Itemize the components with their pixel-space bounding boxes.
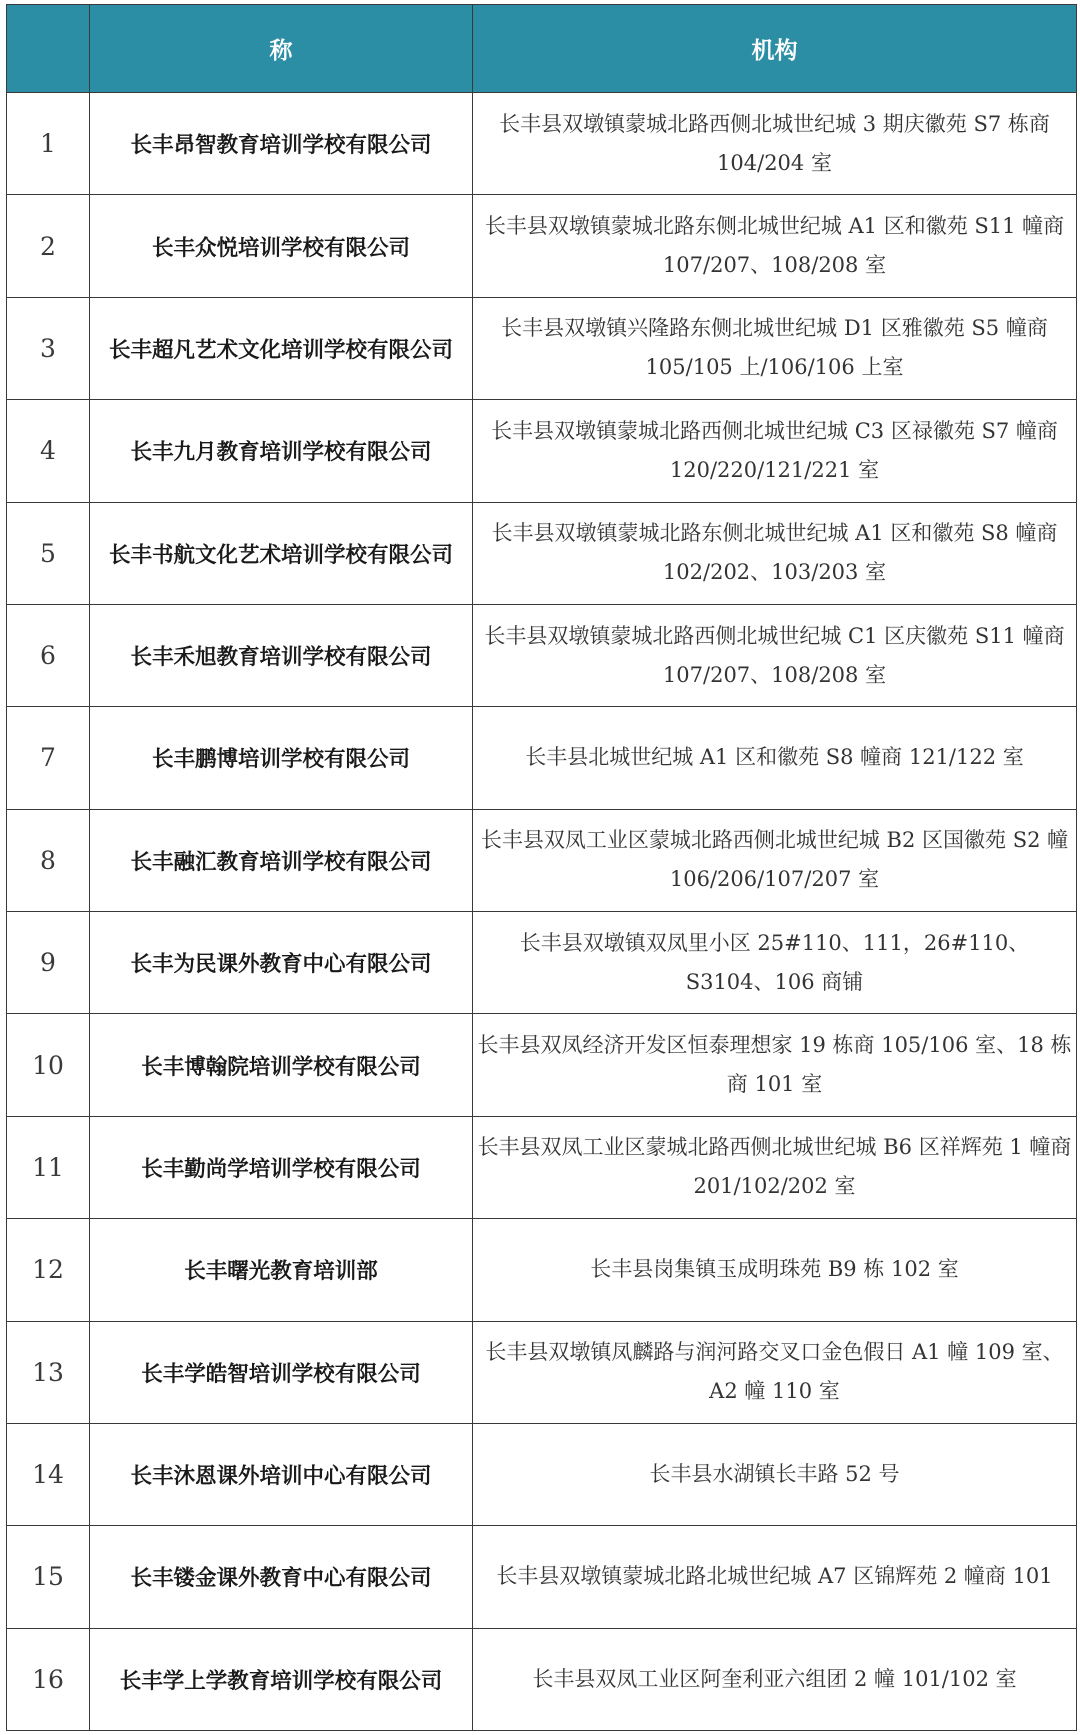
school-address: 长丰县双墩镇蒙城北路北城世纪城 A7 区锦辉苑 2 幢商 101 bbox=[473, 1526, 1077, 1628]
school-name: 长丰书航文化艺术培训学校有限公司 bbox=[90, 502, 473, 604]
school-name: 长丰学皓智培训学校有限公司 bbox=[90, 1321, 473, 1423]
row-index: 9 bbox=[7, 912, 90, 1014]
school-address: 长丰县双墩镇兴隆路东侧北城世纪城 D1 区雅徽苑 S5 幢商 105/105 上/106/106 上室 bbox=[473, 297, 1077, 399]
school-name: 长丰超凡艺术文化培训学校有限公司 bbox=[90, 297, 473, 399]
table-row bbox=[7, 1526, 1077, 1628]
table-row bbox=[7, 195, 1077, 297]
school-name: 长丰九月教育培训学校有限公司 bbox=[90, 400, 473, 502]
table-row bbox=[7, 912, 1077, 1014]
table-row bbox=[7, 502, 1077, 604]
table-header bbox=[7, 5, 1077, 93]
school-address: 长丰县双墩镇双凤里小区 25#110、111，26#110、S3104、106 商铺 bbox=[473, 912, 1077, 1014]
table-row bbox=[7, 1219, 1077, 1321]
table-row bbox=[7, 707, 1077, 809]
school-address: 长丰县双凤工业区蒙城北路西侧北城世纪城 B2 区国徽苑 S2 幢 106/206/107/207 室 bbox=[473, 809, 1077, 911]
school-address: 长丰县双墩镇蒙城北路西侧北城世纪城 C3 区禄徽苑 S7 幢商 120/220/121/221 室 bbox=[473, 400, 1077, 502]
school-name: 长丰为民课外教育中心有限公司 bbox=[90, 912, 473, 1014]
row-index: 13 bbox=[7, 1321, 90, 1423]
school-name: 长丰沐恩课外培训中心有限公司 bbox=[90, 1423, 473, 1525]
school-address: 长丰县双墩镇蒙城北路东侧北城世纪城 A1 区和徽苑 S11 幢商 107/207、108/208 室 bbox=[473, 195, 1077, 297]
row-index: 11 bbox=[7, 1116, 90, 1218]
row-index: 4 bbox=[7, 400, 90, 502]
header-row bbox=[7, 5, 1077, 93]
row-index: 1 bbox=[7, 93, 90, 195]
table-row bbox=[7, 1321, 1077, 1423]
header-address: 机构 bbox=[473, 5, 1077, 93]
school-name: 长丰禾旭教育培训学校有限公司 bbox=[90, 604, 473, 706]
row-index: 14 bbox=[7, 1423, 90, 1525]
school-address: 长丰县岗集镇玉成明珠苑 B9 栋 102 室 bbox=[473, 1219, 1077, 1321]
school-address: 长丰县水湖镇长丰路 52 号 bbox=[473, 1423, 1077, 1525]
row-index: 5 bbox=[7, 502, 90, 604]
row-index: 10 bbox=[7, 1014, 90, 1116]
training-schools-table bbox=[6, 4, 1077, 1731]
table-row bbox=[7, 400, 1077, 502]
header-name: 称 bbox=[90, 5, 473, 93]
school-name: 长丰众悦培训学校有限公司 bbox=[90, 195, 473, 297]
school-address: 长丰县双墩镇蒙城北路西侧北城世纪城 3 期庆徽苑 S7 栋商 104/204 室 bbox=[473, 93, 1077, 195]
table-row bbox=[7, 93, 1077, 195]
row-index: 7 bbox=[7, 707, 90, 809]
school-name: 长丰镂金课外教育中心有限公司 bbox=[90, 1526, 473, 1628]
school-name: 长丰曙光教育培训部 bbox=[90, 1219, 473, 1321]
table-row bbox=[7, 809, 1077, 911]
school-address: 长丰县双墩镇蒙城北路西侧北城世纪城 C1 区庆徽苑 S11 幢商 107/207、108/208 室 bbox=[473, 604, 1077, 706]
school-address: 长丰县双凤经济开发区恒泰理想家 19 栋商 105/106 室、18 栋商 101 室 bbox=[473, 1014, 1077, 1116]
school-address: 长丰县北城世纪城 A1 区和徽苑 S8 幢商 121/122 室 bbox=[473, 707, 1077, 809]
school-address: 长丰县双凤工业区阿奎利亚六组团 2 幢 101/102 室 bbox=[473, 1628, 1077, 1730]
school-address: 长丰县双墩镇蒙城北路东侧北城世纪城 A1 区和徽苑 S8 幢商 102/202、103/203 室 bbox=[473, 502, 1077, 604]
school-address: 长丰县双凤工业区蒙城北路西侧北城世纪城 B6 区祥辉苑 1 幢商 201/102/202 室 bbox=[473, 1116, 1077, 1218]
row-index: 15 bbox=[7, 1526, 90, 1628]
row-index: 3 bbox=[7, 297, 90, 399]
table-row bbox=[7, 1116, 1077, 1218]
row-index: 6 bbox=[7, 604, 90, 706]
row-index: 16 bbox=[7, 1628, 90, 1730]
row-index: 2 bbox=[7, 195, 90, 297]
row-index: 12 bbox=[7, 1219, 90, 1321]
school-name: 长丰学上学教育培训学校有限公司 bbox=[90, 1628, 473, 1730]
table-row bbox=[7, 604, 1077, 706]
school-address: 长丰县双墩镇凤麟路与润河路交叉口金色假日 A1 幢 109 室、A2 幢 110 室 bbox=[473, 1321, 1077, 1423]
school-name: 长丰勤尚学培训学校有限公司 bbox=[90, 1116, 473, 1218]
school-name: 长丰鹏博培训学校有限公司 bbox=[90, 707, 473, 809]
row-index: 8 bbox=[7, 809, 90, 911]
table-row bbox=[7, 1014, 1077, 1116]
table-row bbox=[7, 1423, 1077, 1525]
header-index bbox=[7, 5, 90, 93]
school-name: 长丰博翰院培训学校有限公司 bbox=[90, 1014, 473, 1116]
table-row bbox=[7, 1628, 1077, 1730]
school-name: 长丰融汇教育培训学校有限公司 bbox=[90, 809, 473, 911]
table-row bbox=[7, 297, 1077, 399]
table-body bbox=[7, 93, 1077, 1731]
school-name: 长丰昂智教育培训学校有限公司 bbox=[90, 93, 473, 195]
